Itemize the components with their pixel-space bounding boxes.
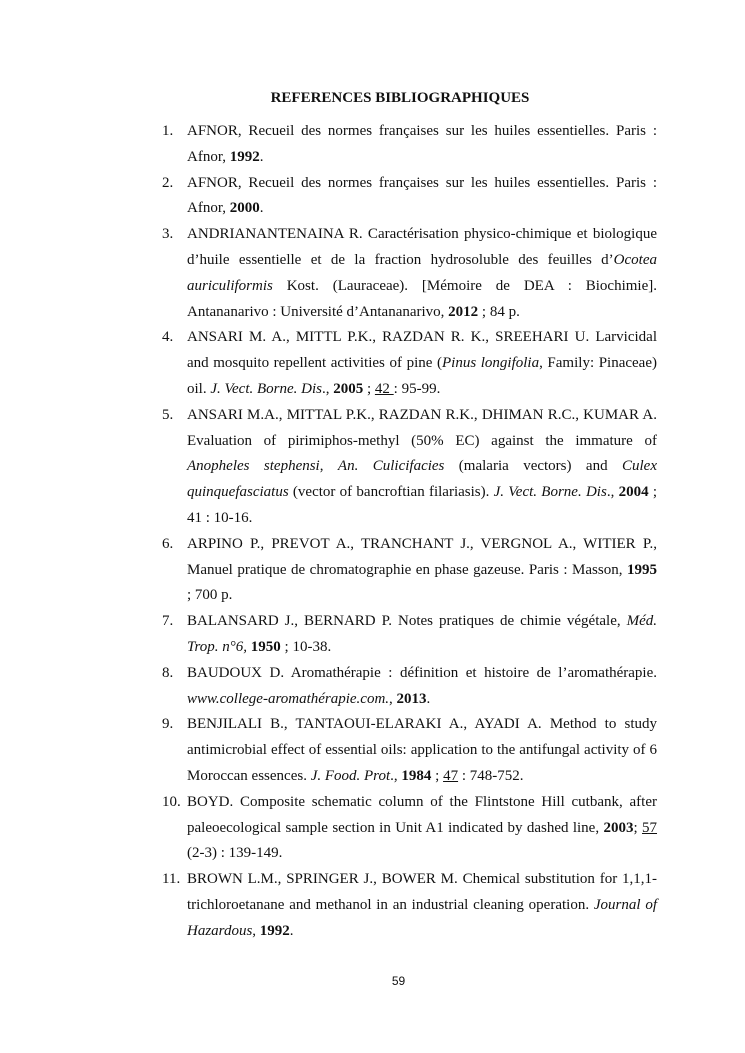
reference-text: 2005 — [333, 380, 364, 397]
reference-item — [162, 403, 657, 532]
reference-text: (2-3) : 139-149. — [187, 845, 283, 862]
reference-text: 1995 — [627, 561, 657, 578]
reference-text: 2003 — [603, 819, 634, 836]
reference-text: 1992 — [229, 148, 260, 165]
reference-number: 5. — [162, 406, 174, 423]
reference-item — [162, 325, 657, 402]
reference-text: (vector of bancroftian filariasis). — [288, 484, 494, 501]
reference-text: 2013 — [396, 690, 427, 707]
reference-item — [162, 609, 657, 661]
reference-list — [162, 119, 657, 945]
reference-text: ANSARI M. A., MITTL P.K., RAZDAN R. K., SREEHARI U. Larvicidal and mosquito repellent activities of pine ( — [187, 329, 657, 372]
reference-number: 4. — [162, 329, 174, 346]
reference-item — [162, 661, 657, 713]
reference-text: ; — [363, 380, 375, 397]
reference-text: BAUDOUX D. Aromathérapie : définition et histoire de l’aromathérapie. — [187, 664, 657, 681]
reference-text: AFNOR, Recueil des normes françaises sur les huiles essentielles. Paris : Afnor, — [187, 174, 657, 217]
reference-number: 11. — [162, 871, 181, 888]
reference-text: ., — [390, 767, 402, 784]
reference-text: ANDRIANANTENAINA R. Caractérisation physico-chimique et biologique d’huile essentielle et de la fraction hydrosoluble des feuilles d’ — [187, 226, 657, 268]
reference-text: BROWN L.M., SPRINGER J., BOWER M. Chemical substitution for 1,1,1-trichloroetanane and methanol in an industrial cleaning operation. — [187, 871, 657, 913]
reference-text: Kost. (Lauraceae). [Mémoire de DEA : Biochimie]. Antananarivo : Université d’Antananarivo, — [187, 277, 657, 320]
reference-text: ; 10-38. — [280, 638, 332, 655]
reference-text: ANSARI M.A., MITTAL P.K., RAZDAN R.K., DHIMAN R.C., KUMAR A. Evaluation of pirimiphos-methyl (50% EC) against the immature of — [187, 406, 657, 449]
reference-text: . — [289, 922, 294, 939]
reference-text: (malaria vectors) and — [444, 458, 622, 475]
reference-text: Méd. Trop. n°6, — [187, 613, 657, 655]
reference-text: ., — [321, 380, 334, 397]
reference-text: BALANSARD J., BERNARD P. Notes pratiques de chimie végétale, — [187, 613, 627, 630]
reference-text: ; — [431, 767, 444, 784]
reference-text: An. Culicifacies — [337, 458, 445, 475]
reference-text: 57 — [642, 819, 658, 836]
reference-text: , — [252, 922, 260, 939]
reference-number: 8. — [162, 664, 174, 681]
reference-text: , — [319, 458, 338, 475]
reference-item — [162, 790, 657, 867]
reference-text: J. Vect. Borne. Dis — [210, 380, 322, 397]
reference-item — [162, 222, 657, 325]
reference-text: AFNOR, Recueil des normes françaises sur les huiles essentielles. Paris : Afnor, — [187, 123, 657, 165]
reference-text: ; 700 p. — [187, 587, 233, 604]
reference-text: , Family: Pinaceae) oil. — [187, 355, 657, 397]
reference-number: 2. — [162, 174, 174, 191]
reference-text: 47 — [443, 767, 459, 784]
reference-text: . — [259, 200, 264, 217]
reference-text: BOYD. Composite schematic column of the Flintstone Hill cutbank, after paleoecological sample section in Unit A1 indicated by dashed line, — [187, 793, 657, 836]
reference-text: 1984 — [401, 767, 432, 784]
reference-text: Pinus longifolia — [441, 355, 540, 372]
reference-text: . — [426, 690, 431, 707]
reference-number: 6. — [162, 535, 174, 552]
reference-text: : 748-752. — [458, 767, 524, 784]
reference-text: J. Food. Prot — [310, 767, 391, 784]
reference-text: ; 84 p. — [478, 303, 520, 320]
reference-text: , — [389, 690, 397, 707]
reference-text: 2012 — [448, 303, 479, 320]
reference-number: 10. — [162, 793, 181, 810]
page-title: REFERENCES BIBLIOGRAPHIQUES — [270, 90, 530, 106]
page-number: 59 — [391, 974, 406, 988]
reference-item — [162, 119, 657, 171]
reference-number: 3. — [162, 226, 174, 243]
reference-text: Anopheles stephensi — [187, 458, 320, 475]
reference-text: 42 — [374, 380, 394, 397]
reference-text: ; — [633, 819, 643, 836]
reference-text: : 95-99. — [393, 380, 441, 397]
reference-text: Ocotea auriculiformis — [187, 251, 657, 294]
reference-text: 1950 — [250, 638, 281, 655]
reference-text: 1992 — [259, 922, 290, 939]
reference-number: 7. — [162, 613, 174, 630]
reference-number: 1. — [162, 123, 174, 139]
reference-text: ; 41 : 10-16. — [187, 484, 658, 526]
reference-item — [162, 532, 657, 609]
reference-text: 2004 — [618, 484, 649, 501]
reference-text: . — [259, 148, 264, 165]
reference-text: Journal of Hazardous — [187, 896, 657, 939]
reference-text: Culex quinquefasciatus — [187, 458, 657, 501]
reference-text: ARPINO P., PREVOT A., TRANCHANT J., VERGNOL A., WITIER P., Manuel pratique de chromatographie en phase gazeuse. Paris : Masson, — [187, 535, 657, 578]
reference-text: J. Vect. Borne. Dis — [493, 484, 607, 501]
reference-item — [162, 867, 657, 944]
reference-item — [162, 171, 657, 223]
reference-text: BENJILALI B., TANTAOUI-ELARAKI A., AYADI A. Method to study antimicrobial effect of essential oils: application to the antifungal activity of 6 Moroccan essences. — [187, 716, 657, 784]
reference-number: 9. — [162, 716, 174, 733]
reference-text: www.college-aromathérapie.com. — [187, 690, 390, 707]
reference-item — [162, 712, 657, 789]
reference-text: ., — [606, 484, 619, 501]
reference-text: 2000 — [229, 200, 260, 217]
